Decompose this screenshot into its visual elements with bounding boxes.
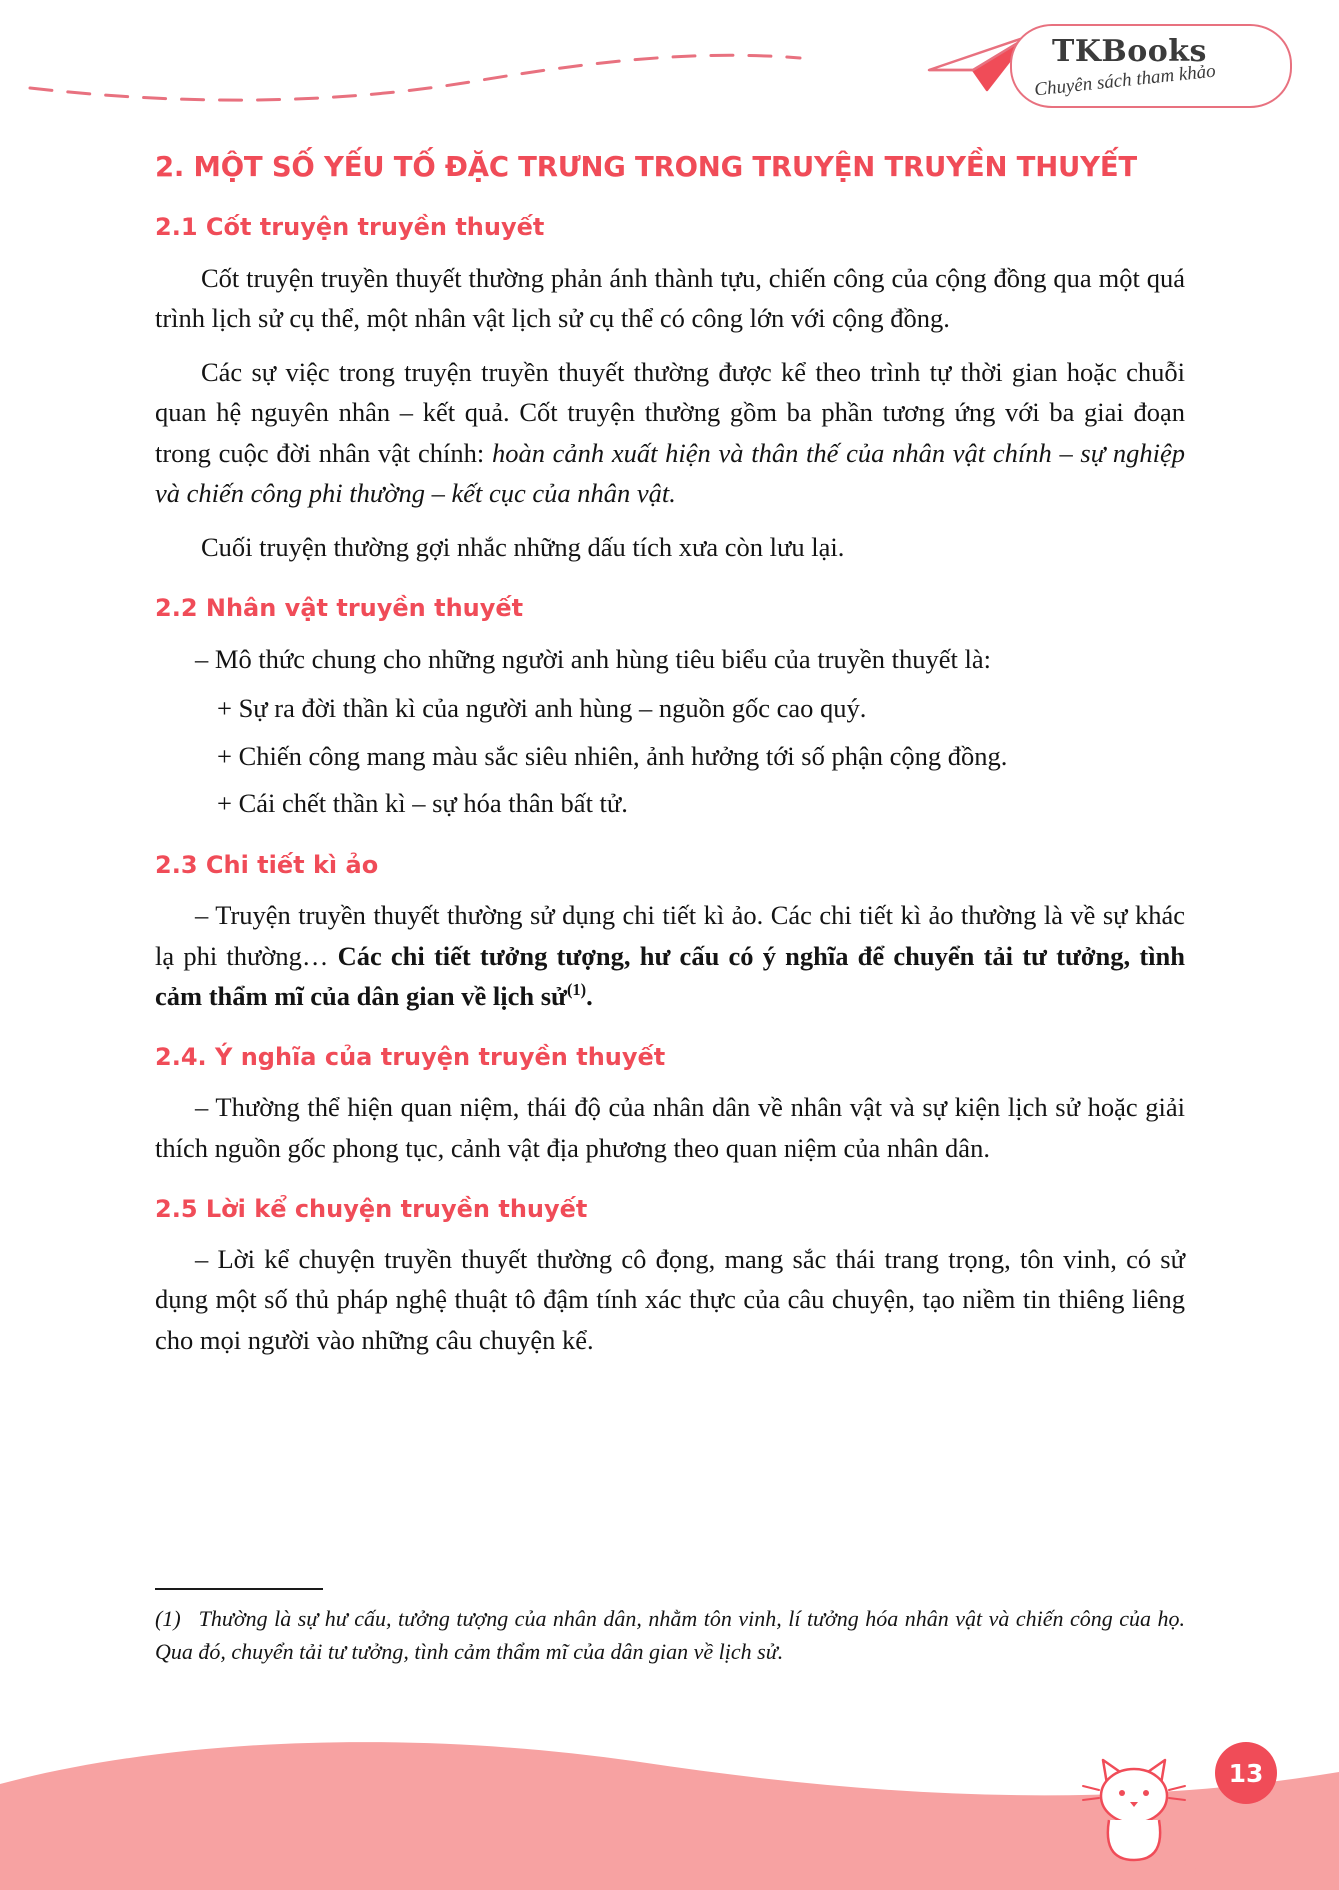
paragraph-2-1-b-italic: hoàn cảnh xuất hiện và thân thế của nhân vật chính – sự nghiệp và chiến công phi thường – kết cục của nhân vật. xyxy=(155,437,1185,508)
list-item: + Chiến công mang màu sắc siêu nhiên, ảnh hưởng tới số phận cộng đồng. xyxy=(217,740,1008,771)
paragraph-2-3-lead: – Truyện truyền thuyết thường sử dụng chi tiết kì ảo. Các chi tiết kì ảo thường là về sự khác lạ phi thường… xyxy=(155,900,1185,971)
paragraph-2-1-c: Cuối truyện thường gợi nhắc những dấu tích xưa còn lưu lại. xyxy=(201,532,845,563)
list-item: + Sự ra đời thần kì của người anh hùng – nguồn gốc cao quý. xyxy=(217,692,867,723)
heading-2-3: 2.3 Chi tiết kì ảo xyxy=(155,851,379,880)
brand-name: TKBooks xyxy=(1052,34,1207,69)
footnote-reference: (1) xyxy=(566,980,587,1000)
document-content xyxy=(155,150,1185,1370)
page-header xyxy=(0,0,1339,130)
footnote-divider xyxy=(155,1588,323,1590)
heading-2-2: 2.2 Nhân vật truyền thuyết xyxy=(155,594,524,623)
paragraph-2-1-b xyxy=(155,352,1185,513)
paragraph-2-1-b-lead: Các sự việc trong truyện truyền thuyết thường được kể theo trình tự thời gian hoặc chuỗi quan hệ nguyên nhân – kết quả. Cốt truyện thường gồm ba phần tương ứng với ba giai đoạn trong cuộc đời nhân vật chính: xyxy=(155,357,1185,468)
page-title: 2. MỘT SỐ YẾU TỐ ĐẶC TRƯNG TRONG TRUYỆN TRUYỀN THUYẾT xyxy=(155,151,1137,183)
footnote-text xyxy=(155,1603,1185,1668)
list-item: + Cái chết thần kì – sự hóa thân bất tử. xyxy=(217,788,628,819)
page-number-badge: 13 xyxy=(1215,1742,1277,1804)
paragraph-2-3 xyxy=(155,895,1185,1016)
brand-badge xyxy=(1010,24,1292,108)
heading-2-5: 2.5 Lời kể chuyện truyền thuyết xyxy=(155,1194,588,1223)
heading-2-1: 2.1 Cốt truyện truyền thuyết xyxy=(155,213,545,242)
brand-tagline: Chuyên sách tham khảo xyxy=(1033,60,1217,101)
dash-item-2-2: – Mô thức chung cho những người anh hùng tiêu biểu của truyền thuyết là: xyxy=(195,643,991,674)
page-footer xyxy=(0,1670,1339,1890)
paragraph-2-3-tail: . xyxy=(586,980,593,1011)
footnote-block xyxy=(155,1588,1185,1668)
paragraph-2-4: – Thường thể hiện quan niệm, thái độ của nhân dân về nhân vật và sự kiện lịch sử hoặc giải thích nguồn gốc phong tục, cảnh vật địa phương theo quan niệm của nhân dân. xyxy=(155,1092,1185,1163)
footnote-marker: (1) xyxy=(155,1606,181,1631)
cat-mascot-icon xyxy=(1069,1740,1199,1880)
footnote-body: Thường là sự hư cấu, tưởng tượng của nhân dân, nhằm tôn vinh, lí tưởng hóa nhân vật và chiến công của họ. Qua đó, chuyển tải tư tưởng, tình cảm thẩm mĩ của dân gian về lịch sử. xyxy=(155,1606,1185,1664)
paragraph-2-1-a: Cốt truyện truyền thuyết thường phản ánh thành tựu, chiến công của cộng đồng qua một quá trình lịch sử cụ thể, một nhân vật lịch sử cụ thể có công lớn với cộng đồng. xyxy=(155,262,1185,333)
paragraph-2-5: – Lời kể chuyện truyền thuyết thường cô đọng, mang sắc thái trang trọng, tôn vinh, có sử dụng một số thủ pháp nghệ thuật tô đậm tính xác thực của câu chuyện, tạo niềm tin thiêng liêng cho mọi người vào những câu chuyện kể. xyxy=(155,1244,1185,1355)
paragraph-2-3-bold: Các chi tiết tưởng tượng, hư cấu có ý nghĩa để chuyển tải tư tưởng, tình cảm thẩm mĩ của dân gian về lịch sử xyxy=(155,940,1185,1011)
heading-2-4: 2.4. Ý nghĩa của truyện truyền thuyết xyxy=(155,1043,666,1072)
